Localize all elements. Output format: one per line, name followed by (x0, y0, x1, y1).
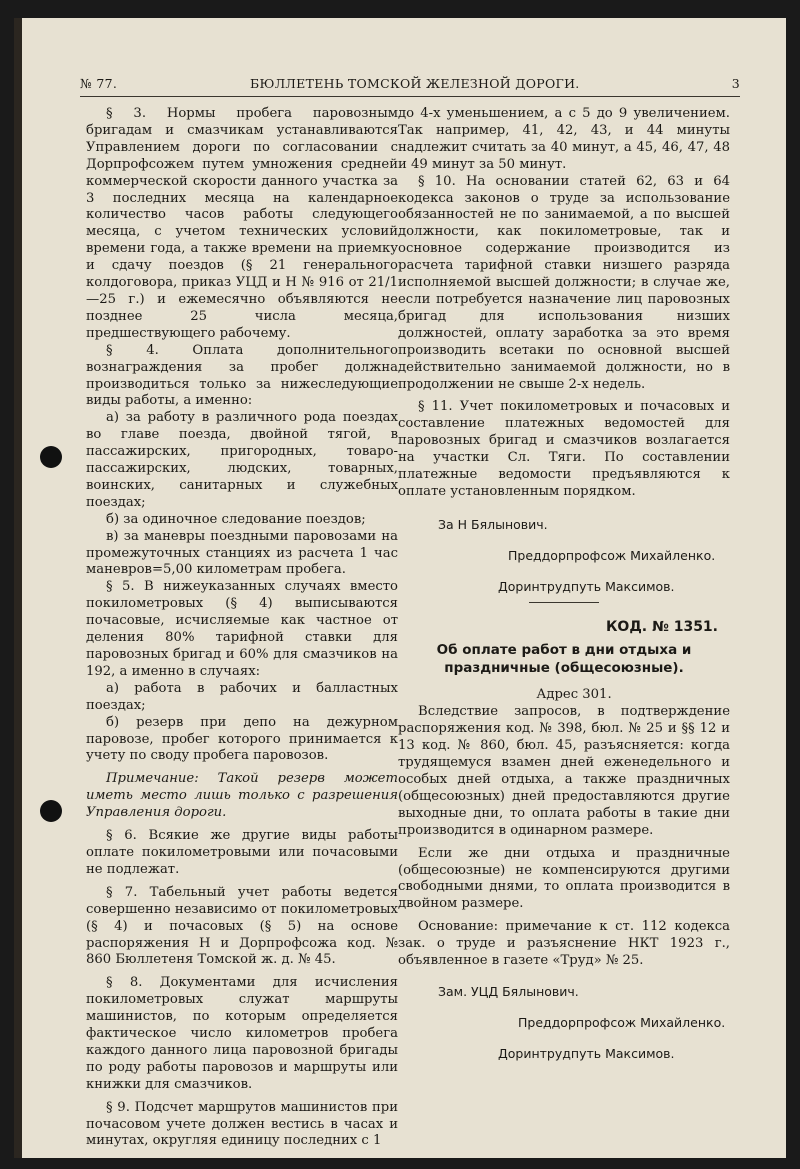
paragraph: § 11. Учет покилометровых и почасовых и составление платежных ведомостей для паровозных бригад и смазчиков возлагается на участки Сл. Тяги. По составлении платежные ведомости предъявляются к оплате установленным порядком. (398, 399, 730, 499)
paragraph: § 6. Всякие же другие виды работы оплате покилометровыми или почасовыми не подлежат. (86, 828, 398, 877)
issue-number: № 77. (80, 76, 118, 91)
signature: Преддорпрофсож Михайленко. (508, 547, 716, 563)
paragraph: § 8. Документами для исчисления покилометровых служат маршруты машинистов, по которым определяется фактическое число километров пробега каждого данного лица паровозной бригады по роду работы паровозов и маршруты или книжки для смазчиков. (86, 975, 398, 1092)
signature: Доринтрудпуть Максимов. (498, 1045, 675, 1061)
note: Примечание: Такой резерв может иметь место лишь только с разрешения Управления дороги. (86, 771, 398, 821)
punch-hole (40, 800, 62, 822)
paragraph: Вследствие запросов, в подтверждение распоряжения код. № 398, бюл. № 25 и §§ 12 и 13 код. № 860, бюл. 45, разъясняется: когда трудящемуся взамен дней еженедельного и особых дней отдыха, а также праздничных (общесоюзных) дней предоставляются другие выходные дни, то оплата работы в такие дни производится в одинарном размере. (398, 704, 730, 838)
paragraph: до 4-х уменьшением, а с 5 до 9 увеличением. Так например, 41, 42, 43, и 44 минуты надлежит считать за 40 минут, а 45, 46, 47, 48 и 49 минут за 50 минут. (398, 106, 730, 172)
paragraph: § 4. Оплата дополнительного вознаграждения за пробег должна производиться только за нижеследующие виды работы, а именно: (86, 342, 398, 409)
paragraph: § 9. Подсчет маршрутов машинистов при почасовом учете должен вестись в часах и минутах, округляя единицу последних с 1 (86, 1099, 398, 1149)
paragraph: § 3. Нормы пробега паровозным бригадам и смазчикам устанавливаются Управлением дороги по согласовании с Дорпрофсожем путем умножения средней коммерческой скорости данного участка за 3 последних месяца на календарное количество часов работы следующего месяца, с учетом технических условий времени года, а также времени на приемку и сдачу поездов (§ 21 генерального колдоговора, приказ УЦД и Н № 916 от 21/1—25 г.) и ежемесячно объявляются не позднее 25 числа месяца, предшествующего рабочему. (86, 106, 398, 341)
paragraph: § 7. Табельный учет работы ведется совершенно независимо от покилометровых (§ 4) и почасовых (§ 5) на основе распоряжения Н и Дорпрофсожа код. № 860 Бюллетеня Томской ж. д. № 45. (86, 884, 398, 968)
right-column (398, 106, 730, 1063)
bulletin-title: БЮЛЛЕТЕНЬ ТОМСКОЙ ЖЕЛЕЗНОЙ ДОРОГИ. (250, 76, 580, 91)
signature: Доринтрудпуть Максимов. (498, 578, 675, 594)
paragraph: б) за одиночное следование поездов; (106, 511, 366, 527)
paragraph: Если же дни отдыха и праздничные (общесоюзные) не компенсируются другими свободными днями, то оплата производится в двойном размере. (398, 845, 730, 912)
header-rule (80, 96, 740, 97)
paragraph: § 10. На основании статей 62, 63 и 64 кодекса законов о труде за использование обязанностей не по занимаемой, а по высшей должности, как покилометровые, так и основное содержание производится из расчета тарифной ставки низшего разряда исполняемой высшей должности; в случае же, если потребуется назначение лиц паровозных бригад для использования низших должностей, оплату заработка за это время производить всетаки по основной высшей действительно занимаемой должности, но в продолжении не свыше 2-х недель. (398, 173, 730, 392)
signature: Зам. УЦД Бялынович. (438, 983, 579, 999)
article-title: Об оплате работ в дни отдыха и праздничные (общесоюзные). (436, 642, 692, 677)
paragraph: б) резерв при депо на дежурном паровозе, пробег которого принимается к учету по своду пробега паровозов. (86, 714, 398, 764)
punch-hole (40, 446, 62, 468)
page-header (80, 76, 740, 96)
paragraph: Основание: примечание к ст. 112 кодекса зак. о труде и разъяснение НКТ 1923 г., объявленное в газете «Труд» № 25. (398, 919, 730, 969)
signature: За Н Бялынович. (438, 516, 548, 532)
binding-edge (14, 18, 22, 1158)
code-number: КОД. № 1351. (605, 618, 718, 635)
paragraph: в) за маневры поездными паровозами на промежуточных станциях из расчета 1 час маневров=5,00 километрам пробега. (86, 528, 398, 578)
paragraph: § 5. В нижеуказанных случаях вместо покилометровых (§ 4) выписываются почасовые, исчисляемые как частное от деления 80% тарифной ставки для паровозных бригад и 60% для смазчиков на 192, а именно в случаях: (86, 579, 398, 679)
paragraph: а) за работу в различного рода поездах во главе поезда, двойной тягой, в пассажирских, пригородных, товаро-пассажирских, людских, товарных, воинских, санитарных и служебных поездах; (86, 410, 398, 510)
page-number: 3 (731, 76, 740, 91)
address: Адрес 301. (536, 687, 612, 703)
document-page (14, 18, 786, 1158)
signature: Преддорпрофсож Михайленко. (518, 1014, 726, 1030)
left-column (86, 106, 398, 1150)
paragraph: а) работа в рабочих и балластных поездах; (86, 680, 398, 713)
divider (529, 602, 599, 603)
